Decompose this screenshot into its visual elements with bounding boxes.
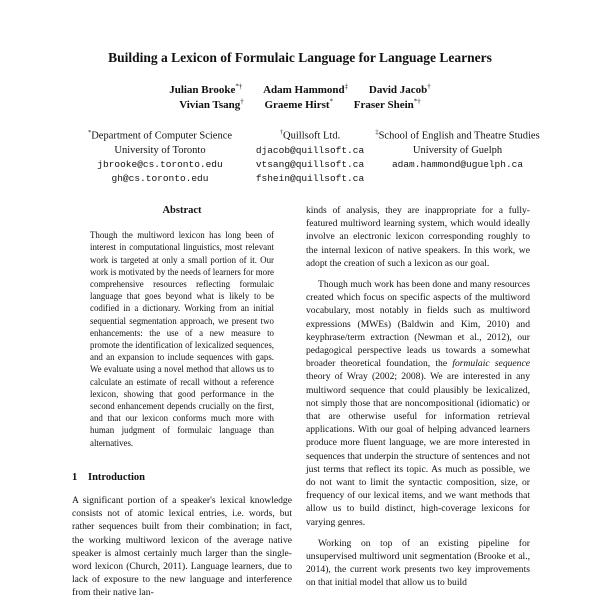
author-julian-brooke: Julian Brooke*† [169,82,243,96]
author-line-2 [0,94,600,112]
author-fraser-shein: Fraser Shein*† [353,97,421,111]
affiliation-quillsoft: †Quillsoft Ltd. djacob@quillsoft.ca vtsang@quillsoft.ca fshein@quillsoft.ca [245,126,375,186]
left-column [72,204,292,600]
email: vtsang@quillsoft.ca [255,158,365,170]
author-vivian-tsang: Vivian Tsang† [179,97,244,111]
email: jbrooke@cs.toronto.edu [97,158,223,170]
author-adam-hammond: Adam Hammond‡ [263,82,349,96]
paper-title: Building a Lexicon of Formulaic Language for Language Learners [108,50,492,65]
abstract-text: Though the multiword lexicon has long been of interest in computational linguistics, most relevant work is targeted at only a small portion of it. Our work is motivated by the needs of learners for more comprehensive resources reflecting formulaic language that goes beyond what is likely to be codified in a dictionary. Working from an initial sequential segmentation approach, we present two enhancements: the use of a new measure to promote the identification of lexicalized sequences, and an expansion to include sequences with gaps. We evaluate using a novel method that allows us to calculate an estimate of recall without a reference lexicon, showing that good performance in the second enhancement depends crucially on the first, and that our lexicon conforms much more with human judgment of formulaic language than alternatives. [90,230,274,448]
email: djacob@quillsoft.ca [255,144,365,156]
email: adam.hammond@uguelph.ca [391,158,524,170]
email: fshein@quillsoft.ca [255,172,365,184]
affiliation-guelph: ‡School of English and Theatre Studies University of Guelph adam.hammond@uguelph.ca [350,126,565,172]
author-david-jacob: David Jacob† [368,82,431,96]
body-paragraph-2: Though much work has been done and many resources created which focus on specific aspects of the multiword vocabulary, most notably in fields such as multiword expressions (MWEs) (Baldwin and Kim, 2010) and keyphrase/term extraction (Newman et al., 2012), our pedagogical perspective leads us towards a somewhat broader theoretical foundation, the formulaic sequence theory of Wray (2002; 2008). We are interested in any multiword sequence that could plausibly be lexicalized, not simply those that are noncompositional (idiomatic) or that are otherwise useful for information retrieval applications. With our goal of helping advanced learners produce more fluent language, we are more interested in sequences that underpin the structure of sentences and not just terms that reflect its topic. As much as possible, we do not want to limit the syntactic composition, size, or frequency of our lexical items, and we want methods that allow us to build distinct, high-coverage lexicons for varying genres. [306,279,530,528]
term-formulaic-sequence: formulaic sequence [452,358,530,370]
abstract-heading: Abstract [162,205,202,216]
right-column [306,204,530,590]
body-paragraph-1: kinds of analysis, they are inappropriate for a fully-featured multiword learning system, which would ideally involve an electronic lexicon corresponding roughly to the internal lexicon of native speakers. In this work, we adopt the creation of such a lexicon as our goal. [306,205,530,269]
intro-paragraph: A significant portion of a speaker's lexical knowledge consists not of atomic lexical entries, i.e. words, but rather sequences built from their combination; in fact, the working multiword lexicon of the average native speaker is almost certainly much larger than the single-word lexicon (Church, 2011). Language learners, due to lack of exposure to the new language and interference from their native lan- [72,495,292,599]
email: gh@cs.toronto.edu [111,172,209,184]
affiliation-toronto: *Department of Computer Science University of Toronto jbrooke@cs.toronto.edu gh@cs.toronto.edu [60,126,260,186]
author-graeme-hirst: Graeme Hirst* [264,97,334,111]
body-paragraph-3: Working on top of an existing pipeline for unsupervised multiword unit segmentation (Brooke et al., 2014), the current work presents two key improvements on that initial model that allow us to build [306,537,530,589]
section-heading-introduction: 1 Introduction [72,471,145,483]
